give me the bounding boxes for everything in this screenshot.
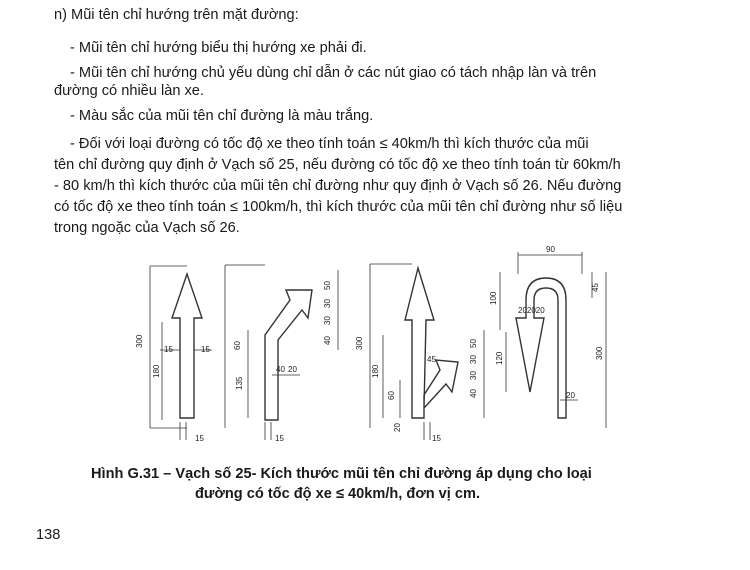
dim-label: 202020 xyxy=(518,306,545,315)
paragraph-4-line-2: tên chỉ đường quy định ở Vạch số 25, nếu đường có tốc độ xe theo tính toán từ 60km/h xyxy=(54,157,621,173)
dim-label: 180 xyxy=(371,364,380,378)
paragraph-1: - Mũi tên chỉ hướng biểu thị hướng xe phải đi. xyxy=(70,40,367,56)
dim-label: 40 xyxy=(276,365,285,374)
dim-label: 50 xyxy=(469,339,478,348)
dim-label: 15 xyxy=(195,434,204,443)
dim-label: 300 xyxy=(135,334,144,348)
dim-label: 15 xyxy=(275,434,284,443)
dim-label: 15 xyxy=(432,434,441,443)
dim-label: 30 xyxy=(469,355,478,364)
dim-label: 15 xyxy=(164,345,173,354)
straight-lower-right-arrow-drawing xyxy=(370,264,484,440)
figure-caption-line-1: Hình G.31 – Vạch số 25- Kích thước mũi tên chỉ đường áp dụng cho loại xyxy=(91,466,592,482)
dim-label: 100 xyxy=(489,291,498,305)
paragraph-4-line-5: trong ngoặc của Vạch số 26. xyxy=(54,220,240,236)
dim-label: 15 xyxy=(201,345,210,354)
dim-label: 30 xyxy=(323,316,332,325)
dim-label: 180 xyxy=(152,364,161,378)
dim-label: 20 xyxy=(393,423,402,432)
section-heading: n) Mũi tên chỉ hướng trên mặt đường: xyxy=(54,7,299,23)
page-number: 138 xyxy=(36,527,61,543)
dim-label: 90 xyxy=(546,245,555,254)
dim-label: 120 xyxy=(495,351,504,365)
paragraph-2-line-1: - Mũi tên chỉ hướng chủ yếu dùng chỉ dẫn ở các nút giao có tách nhập làn và trên xyxy=(70,65,597,81)
dim-label: 45 xyxy=(427,355,436,364)
figure-caption-line-2: đường có tốc độ xe ≤ 40km/h, đơn vị cm. xyxy=(195,486,481,502)
dim-label: 60 xyxy=(233,341,242,350)
dim-label: 50 xyxy=(323,281,332,290)
dim-label: 30 xyxy=(469,371,478,380)
paragraph-2-line-2: đường có nhiều làn xe. xyxy=(54,83,204,99)
paragraph-3: - Màu sắc của mũi tên chỉ đường là màu trắng. xyxy=(70,108,374,124)
paragraph-4-line-4: có tốc độ xe theo tính toán ≤ 100km/h, thì kích thước của mũi tên chỉ đường như số liệu xyxy=(54,199,623,215)
u-turn-arrow-drawing xyxy=(500,252,606,428)
dim-label: 40 xyxy=(469,389,478,398)
dim-label: 20 xyxy=(288,365,297,374)
paragraph-4-line-3: - 80 km/h thì kích thước của mũi tên chỉ đường như quy định ở Vạch số 26. Nếu đường xyxy=(54,178,622,194)
dim-label: 300 xyxy=(355,336,364,350)
dim-label: 300 xyxy=(595,346,604,360)
straight-right-arrow-drawing xyxy=(225,265,338,440)
dim-label: 30 xyxy=(323,299,332,308)
dim-label: 60 xyxy=(387,391,396,400)
paragraph-4-line-1: - Đối với loại đường có tốc độ xe theo tính toán ≤ 40km/h thì kích thước của mũi xyxy=(70,136,589,152)
dim-label: 40 xyxy=(323,336,332,345)
dim-label: 135 xyxy=(235,376,244,390)
dim-label: 20 xyxy=(566,391,575,400)
dim-label: 45 xyxy=(591,283,600,292)
